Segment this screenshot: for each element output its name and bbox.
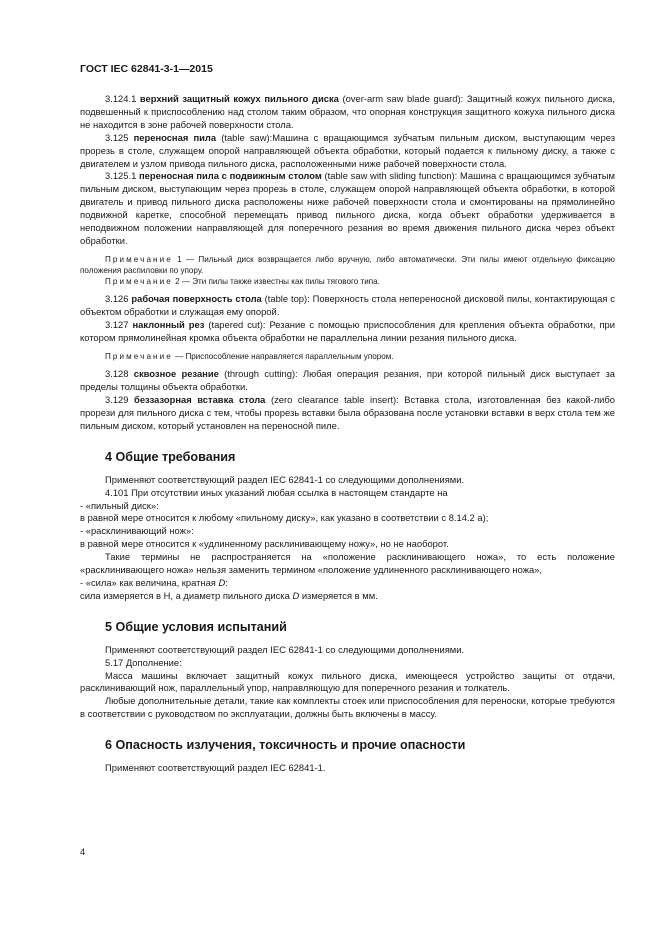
- section-5-paragraph: Масса машины включает защитный кожух пильного диска, имеющееся устройство защиты от отдачи, расклинивающий нож, параллельный упор, направляющую для поперечного резания и толкатель.: [80, 669, 615, 694]
- section-4-paragraph: Применяют соответствующий раздел IEC 62841-1 со следующими дополнениями.: [105, 473, 465, 485]
- note-label: Примечание: [105, 277, 173, 287]
- definition-3-128: [80, 368, 615, 394]
- note-2: [80, 276, 615, 287]
- document-header: ГОСТ IEC 62841-3-1—2015: [80, 63, 213, 75]
- section-5-paragraph: Любые дополнительные детали, такие как комплекты стоек или приспособления для переноски, которые требуются в соответствии с руководством по эксплуатации, должны быть включены в массу.: [80, 695, 615, 720]
- definition-number: 3.124.1: [105, 93, 137, 104]
- definition-term: переносная пила с подвижным столом: [139, 170, 322, 182]
- definition-term: беззазорная вставка стола: [134, 394, 266, 406]
- page-number: 4: [80, 846, 86, 857]
- definition-3-125-1: [80, 170, 615, 247]
- note-text: — Приспособление направляется параллельным упором.: [172, 352, 394, 362]
- definition-number: 3.128: [105, 368, 129, 380]
- note-text: 1 — Пильный диск возвращается либо вручную, либо автоматически. Эти пилы имеют отдельную фиксацию положения распиловки по упору.: [80, 254, 615, 276]
- section-4-heading: 4 Общие требования: [105, 449, 236, 464]
- section-6-paragraph: Применяют соответствующий раздел IEC 62841-1.: [105, 762, 326, 774]
- note-3: [80, 351, 615, 362]
- definition-text: (tapered cut): Резание с помощью приспособления для крепления объекта обработки, при котором прямолинейная кромка объекта обработки не параллельна линии резания пильного диска.: [80, 319, 616, 344]
- definition-text: (table saw with sliding function): Машина с вращающимся зубчатым пильным диском, выступающим через прорезь в столе, служащем опорой направляющей объекта обработки, в которой двигатель и привод пильного диска расположены ниже рабочей поверхности стола и смонтированы на прямолинейно подвижной каретке, способной перемещать привод пильного диска, когда объект обработки удерживается в неподвижном положении направляющей для поперечного резания во время движения пильного диска через объект обработки.: [80, 170, 615, 246]
- section-5-heading: 5 Общие условия испытаний: [105, 619, 287, 634]
- definition-text: (table saw):Машина с вращающимся зубчатым пильным диском, выступающим через прорезь в столе, служащем опорой направляющей объекта обработки, который подается к пильному диску, а также с двигателем и узлом привода пильного диска, расположенными ниже рабочей поверхности стола.: [80, 131, 616, 169]
- section-4-list-item: - «пильный диск»:: [80, 499, 159, 511]
- text-run: :: [225, 577, 228, 588]
- text-run: измеряется в мм.: [299, 589, 378, 601]
- note-label: Примечание: [105, 254, 173, 264]
- document-body: [80, 93, 615, 775]
- section-4-paragraph: в равной мере относится к «удлиненному расклинивающему ножу», но не наоборот.: [80, 538, 449, 550]
- definition-3-126: [80, 293, 615, 319]
- section-4-paragraph: Такие термины не распространяется на «положение расклинивающего ножа», то есть положение «расклинивающего ножа» нельзя заменить термином «положение удлиненного расклинивающего ножа»,: [80, 551, 615, 576]
- definition-term: рабочая поверхность стола: [131, 293, 262, 305]
- section-4-paragraph: 4.101 При отсутствии иных указаний любая ссылка в настоящем стандарте на: [105, 486, 448, 498]
- section-4-paragraph: [80, 590, 615, 603]
- definition-3-124-1: [80, 93, 615, 132]
- definition-number: 3.127: [105, 319, 129, 331]
- definition-number: 3.125: [105, 131, 129, 143]
- definition-number: 3.126: [105, 293, 129, 305]
- definition-term: верхний защитный кожух пильного диска: [139, 93, 339, 104]
- note-text: 2 — Эти пилы также известны как пилы тягового типа.: [172, 277, 380, 287]
- definition-number: 3.129: [105, 394, 129, 406]
- note-1: [80, 254, 615, 276]
- definition-term: сквозное резание: [133, 368, 219, 380]
- section-5-paragraph: 5.17 Дополнение:: [105, 656, 182, 668]
- variable-d: D: [292, 589, 300, 601]
- definition-3-129: [80, 394, 615, 433]
- text-run: - «сила» как величина, кратная: [80, 577, 219, 588]
- definition-text: (over-arm saw blade guard): Защитный кожух пильного диска, подвешенный к приспособлению над столом таким образом, что опорная конструкция защитного кожуха пильного диска не находится в зоне рабочей поверхности стола.: [80, 93, 615, 130]
- definition-term: наклонный рез: [132, 319, 205, 331]
- definition-3-127: [80, 319, 615, 345]
- definition-number: 3.125.1: [105, 170, 137, 182]
- definition-text: (through cutting): Любая операция резания, при которой пильный диск выступает за пределы толщины объекта обработки.: [80, 368, 615, 393]
- definition-3-125: [80, 132, 615, 171]
- note-label: Примечание: [105, 352, 173, 362]
- section-6-heading: 6 Опасность излучения, токсичность и прочие опасности: [105, 738, 466, 753]
- text-run: сила измеряется в Н, а диаметр пильного диска: [80, 589, 293, 601]
- section-5-paragraph: Применяют соответствующий раздел IEC 62841-1 со следующими дополнениями.: [105, 643, 465, 655]
- definition-text: (table top): Поверхность стола непереносной дисковой пилы, контактирующая с объектом обработки и служащая ему опорой.: [80, 293, 615, 318]
- section-4-list-item: - «расклинивающий нож»:: [80, 525, 194, 537]
- definition-term: переносная пила: [133, 131, 217, 143]
- variable-d: D: [218, 577, 226, 588]
- section-4-list-item: [80, 577, 615, 590]
- definition-text: (zero clearance table insert): Вставка стола, изготовленная без какой-либо прорези для пильного диска с тем, чтобы прорезь вставки была образована после установки вставки в верх стола тем же пильным диском, который установлен на переносной пиле.: [80, 394, 615, 431]
- section-4-paragraph: в равной мере относится к любому «пильному диску», как указано в соответствии с 8.14.2 а);: [80, 512, 489, 524]
